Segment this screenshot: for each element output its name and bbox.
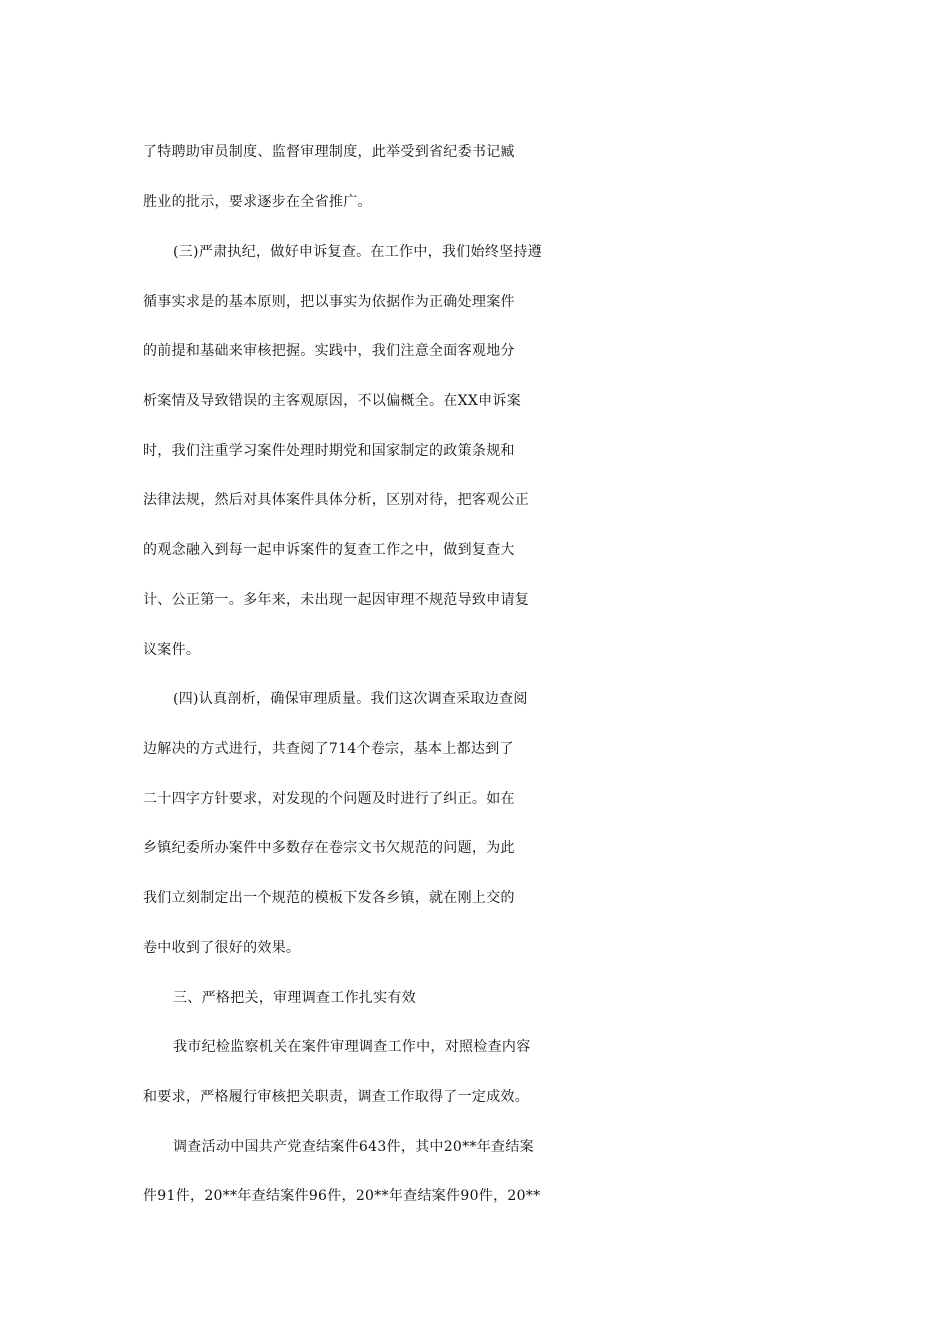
- text-line: 调查活动中国共产党查结案件643件，其中20**年查结案: [173, 1139, 534, 1155]
- paragraph-heading: (三)严肃执纪，做好申诉复查。在工作中，我们始终坚持遵: [173, 244, 543, 260]
- text-line: 循事实求是的基本原则，把以事实为依据作为正确处理案件: [143, 294, 515, 310]
- text-line: 的观念融入到每一起申诉案件的复查工作之中，做到复查大: [143, 542, 515, 558]
- text-line: 议案件。: [143, 642, 201, 658]
- text-line: 了特聘助审员制度、监督审理制度，此举受到省纪委书记臧: [143, 144, 515, 160]
- paragraph-heading: (四)认真剖析，确保审理质量。我们这次调查采取边查阅: [173, 691, 528, 707]
- text-line: 我市纪检监察机关在案件审理调查工作中，对照检查内容: [173, 1039, 531, 1055]
- text-line: 二十四字方针要求，对发现的个问题及时进行了纠正。如在: [143, 791, 515, 807]
- text-line: 我们立刻制定出一个规范的模板下发各乡镇，就在刚上交的: [143, 890, 515, 906]
- text-line: 乡镇纪委所办案件中多数存在卷宗文书欠规范的问题，为此: [143, 840, 515, 856]
- text-line: 件91件，20**年查结案件96件，20**年查结案件90件，20**: [143, 1188, 541, 1204]
- text-line: 和要求，严格履行审核把关职责，调查工作取得了一定成效。: [143, 1089, 530, 1105]
- text-line: 法律法规，然后对具体案件具体分析，区别对待，把客观公正: [143, 492, 530, 508]
- text-line: 边解决的方式进行，共查阅了714个卷宗，基本上都达到了: [143, 741, 514, 757]
- text-line: 卷中收到了很好的效果。: [143, 940, 301, 956]
- text-line: 析案情及导致错误的主客观原因，不以偏概全。在XX申诉案: [143, 393, 522, 409]
- text-line: 胜业的批示，要求逐步在全省推广。: [143, 194, 372, 210]
- text-line: 计、公正第一。多年来，未出现一起因审理不规范导致申请复: [143, 592, 530, 608]
- text-line: 的前提和基础来审核把握。实践中，我们注意全面客观地分: [143, 343, 515, 359]
- section-heading: 三、严格把关，审理调查工作扎实有效: [173, 990, 417, 1006]
- text-line: 时，我们注重学习案件处理时期党和国家制定的政策条规和: [143, 443, 515, 459]
